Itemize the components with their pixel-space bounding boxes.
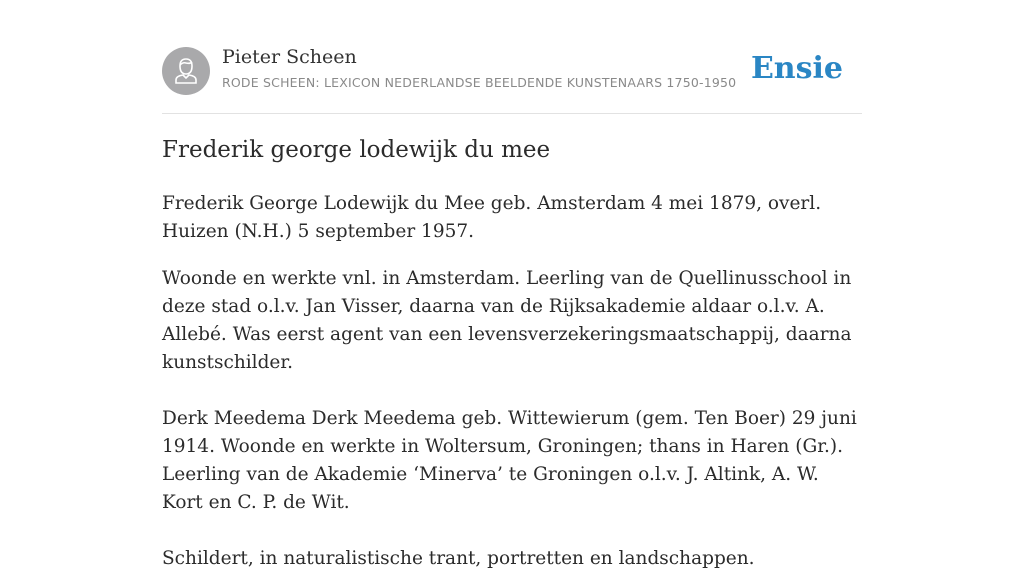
article-paragraph: Derk Meedema Derk Meedema geb. Wittewierum (gem. Ten Boer) 29 juni 1914. Woonde en werkte in Woltersum, Groningen; thans in Haren (Gr.). Leerling van de Akademie ‘Minerva’ te Groningen o.l.v. J. Altink, A. W. Kort en C. P. de Wit. xyxy=(162,408,857,513)
article-paragraph xyxy=(162,377,862,405)
article-paragraph: Woonde en werkte vnl. in Amsterdam. Leerling van de Quellinusschool in deze stad o.l.v. Jan Visser, daarna van de Rijksakademie aldaar o.l.v. A. Allebé. Was eerst agent van een levensverzekeringsmaatschappij, daarna kunstschilder. xyxy=(162,268,852,373)
user-avatar-icon xyxy=(162,47,210,95)
article-paragraph xyxy=(162,517,862,545)
source-title[interactable]: RODE SCHEEN: LEXICON NEDERLANDSE BEELDENDE KUNSTENAARS 1750-1950 xyxy=(222,75,737,90)
article-title: Frederik george lodewijk du mee xyxy=(162,137,551,163)
article-body xyxy=(162,190,862,573)
article-paragraph: Frederik George Lodewijk du Mee geb. Amsterdam 4 mei 1879, overl. Huizen (N.H.) 5 september 1957. xyxy=(162,193,822,242)
header-divider xyxy=(162,113,862,114)
author-name[interactable]: Pieter Scheen xyxy=(222,46,357,68)
article-paragraph: Schildert, in naturalistische trant, portretten en landschappen. xyxy=(162,548,755,569)
ensie-logo[interactable]: Ensie xyxy=(750,51,843,86)
author-avatar[interactable] xyxy=(162,47,210,95)
